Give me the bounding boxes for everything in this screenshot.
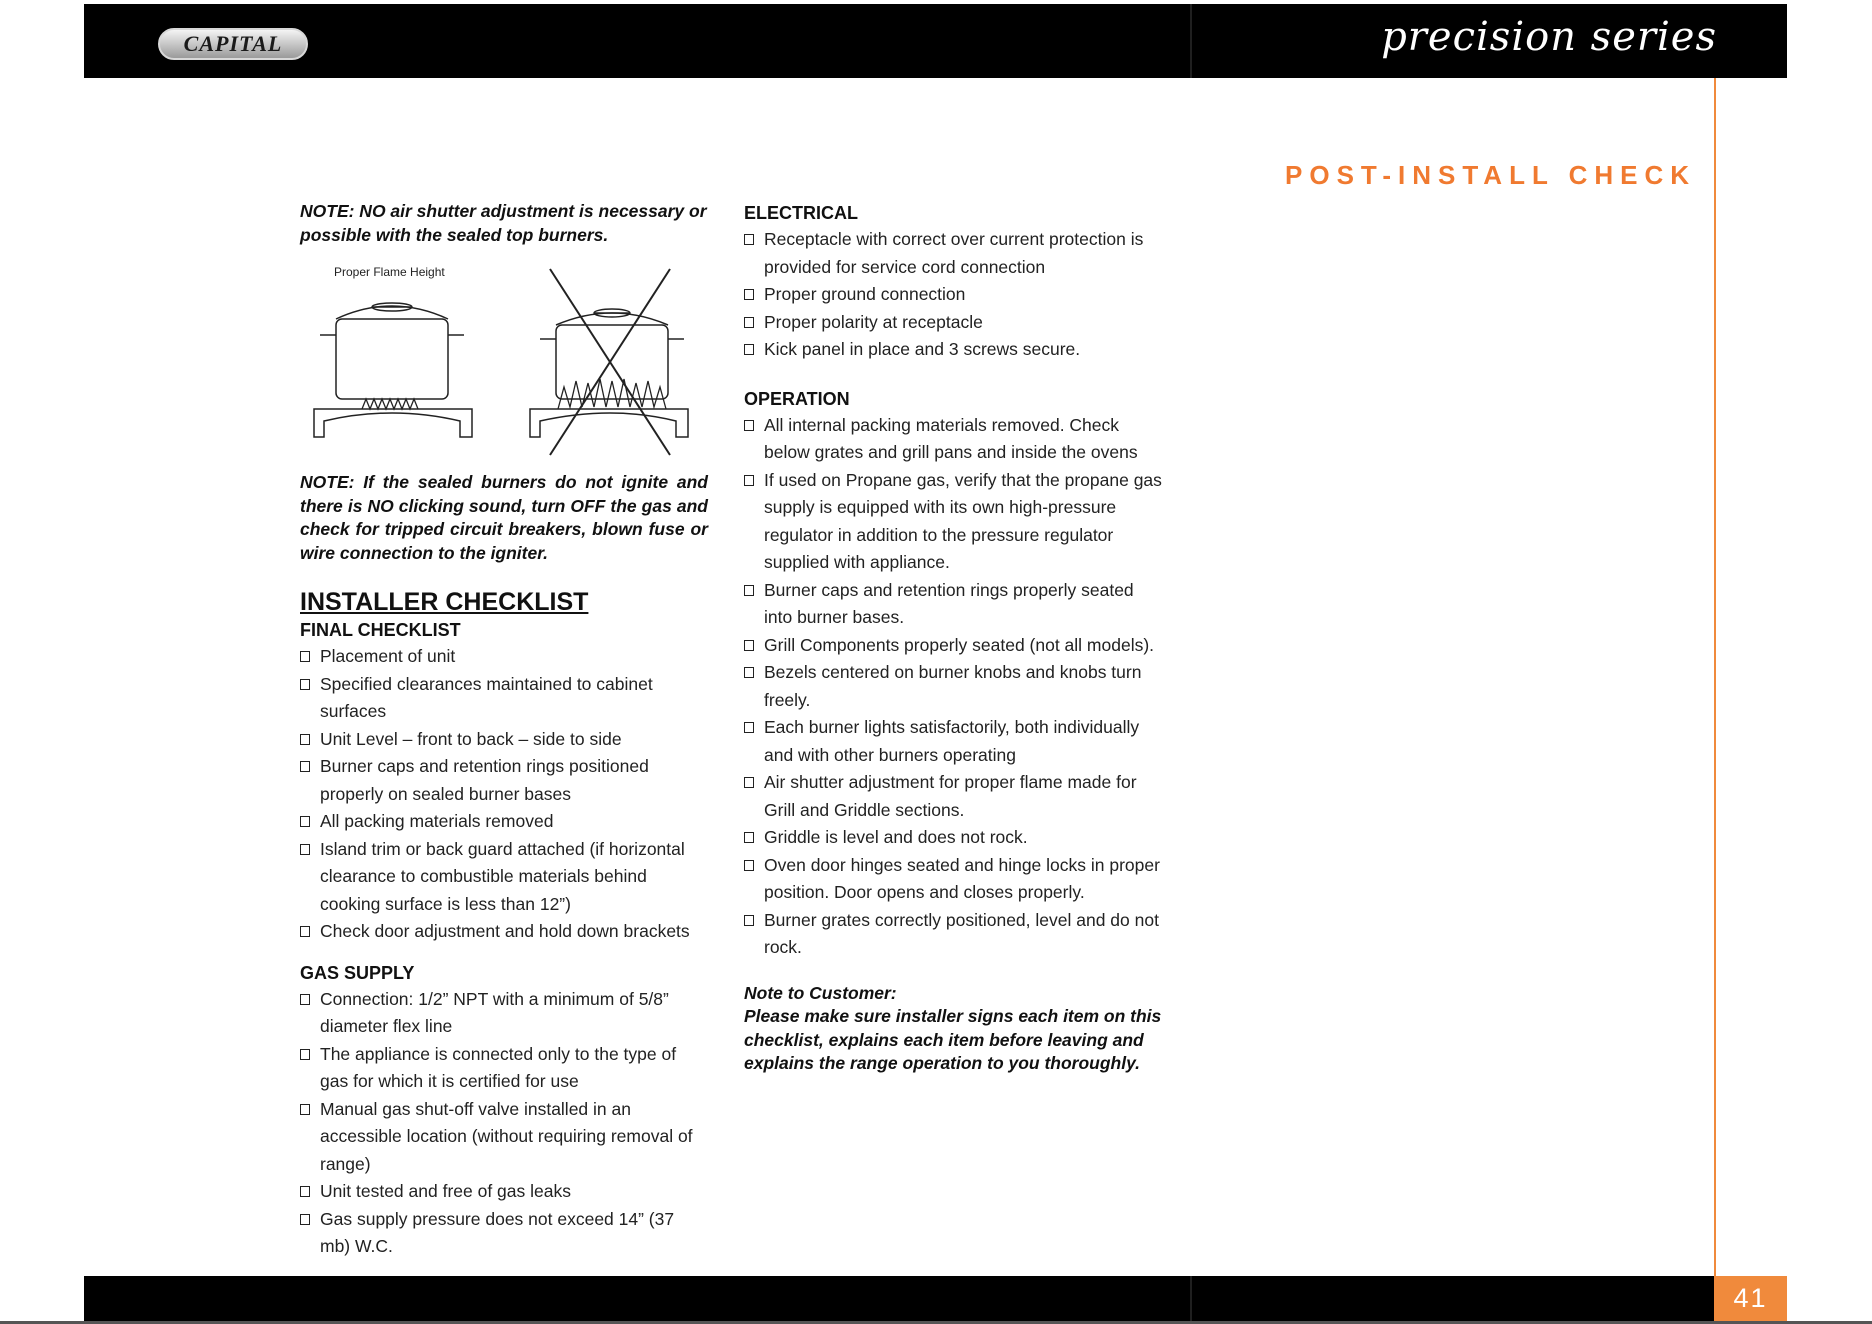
final-checklist	[300, 643, 708, 946]
list-item[interactable]: Burner caps and retention rings positioned properly on sealed burner bases	[300, 753, 708, 808]
section-title: POST-INSTALL CHECK	[1285, 160, 1697, 190]
list-item[interactable]: Unit tested and free of gas leaks	[300, 1178, 708, 1206]
list-item[interactable]: Each burner lights satisfactorily, both individually and with other burners operating	[744, 714, 1162, 769]
list-item[interactable]: Placement of unit	[300, 643, 708, 671]
electrical-checklist	[744, 226, 1162, 364]
list-item[interactable]: Island trim or back guard attached (if horizontal clearance to combustible materials behind cooking surface is less than 12”)	[300, 836, 708, 919]
list-item[interactable]: If used on Propane gas, verify that the propane gas supply is equipped with its own high-pressure regulator in addition to the pressure regulator supplied with appliance.	[744, 467, 1162, 577]
customer-note	[744, 982, 1162, 1076]
header-divider	[1190, 4, 1192, 78]
installer-checklist	[300, 587, 708, 1261]
left-column	[300, 200, 708, 1261]
electrical-heading: ELECTRICAL	[744, 203, 858, 223]
series-title: precision series	[1381, 14, 1717, 60]
list-item[interactable]: Connection: 1/2” NPT with a minimum of 5/8” diameter flex line	[300, 986, 708, 1041]
customer-note-title: Note to Customer:	[744, 982, 897, 1003]
list-item[interactable]: Gas supply pressure does not exceed 14” (37 mb) W.C.	[300, 1206, 708, 1261]
list-item[interactable]: Kick panel in place and 3 screws secure.	[744, 336, 1162, 364]
right-column	[744, 200, 1162, 1076]
page-number: 41	[1714, 1276, 1787, 1321]
final-checklist-heading: FINAL CHECKLIST	[300, 620, 461, 640]
accent-rule	[1714, 78, 1716, 1276]
list-item[interactable]: The appliance is connected only to the type of gas for which it is certified for use	[300, 1041, 708, 1096]
gas-supply-checklist	[300, 986, 708, 1261]
pot-on-burner-illustration	[300, 257, 708, 457]
footer-divider	[1190, 1276, 1192, 1321]
list-item[interactable]: Receptacle with correct over current protection is provided for service cord connection	[744, 226, 1162, 281]
customer-note-text: Please make sure installer signs each item on this checklist, explains each item before leaving and explains the range operation to you thoroughly.	[744, 1006, 1162, 1073]
list-item[interactable]: Specified clearances maintained to cabinet surfaces	[300, 671, 708, 726]
list-item[interactable]: Manual gas shut-off valve installed in an accessible location (without requiring removal of range)	[300, 1096, 708, 1179]
note-ignite: NOTE: If the sealed burners do not ignite and there is NO clicking sound, turn OFF the gas and check for tripped circuit breakers, blown fuse or wire connection to the igniter.	[300, 472, 708, 563]
checklist-heading: INSTALLER CHECKLIST	[300, 588, 589, 616]
list-item[interactable]: Proper polarity at receptacle	[744, 309, 1162, 337]
list-item[interactable]: Griddle is level and does not rock.	[744, 824, 1162, 852]
list-item[interactable]: Oven door hinges seated and hinge locks in proper position. Door opens and closes properly.	[744, 852, 1162, 907]
list-item[interactable]: Air shutter adjustment for proper flame made for Grill and Griddle sections.	[744, 769, 1162, 824]
list-item[interactable]: Bezels centered on burner knobs and knobs turn freely.	[744, 659, 1162, 714]
operation-checklist	[744, 412, 1162, 962]
list-item[interactable]: Grill Components properly seated (not all models).	[744, 632, 1162, 660]
list-item[interactable]: All internal packing materials removed. Check below grates and grill pans and inside the ovens	[744, 412, 1162, 467]
list-item[interactable]: Proper ground connection	[744, 281, 1162, 309]
gas-supply-heading: GAS SUPPLY	[300, 962, 415, 983]
note-air-shutter: NOTE: NO air shutter adjustment is necessary or possible with the sealed top burners.	[300, 201, 707, 245]
flame-height-figure	[300, 257, 708, 457]
footer-bar	[84, 1276, 1787, 1321]
figure-label: Proper Flame Height	[334, 265, 445, 279]
capital-logo: CAPITAL	[158, 28, 308, 60]
list-item[interactable]: Burner grates correctly positioned, level and do not rock.	[744, 907, 1162, 962]
list-item[interactable]: Unit Level – front to back – side to side	[300, 726, 708, 754]
list-item[interactable]: All packing materials removed	[300, 808, 708, 836]
operation-heading: OPERATION	[744, 388, 850, 409]
list-item[interactable]: Burner caps and retention rings properly seated into burner bases.	[744, 577, 1162, 632]
list-item[interactable]: Check door adjustment and hold down brackets	[300, 918, 708, 946]
